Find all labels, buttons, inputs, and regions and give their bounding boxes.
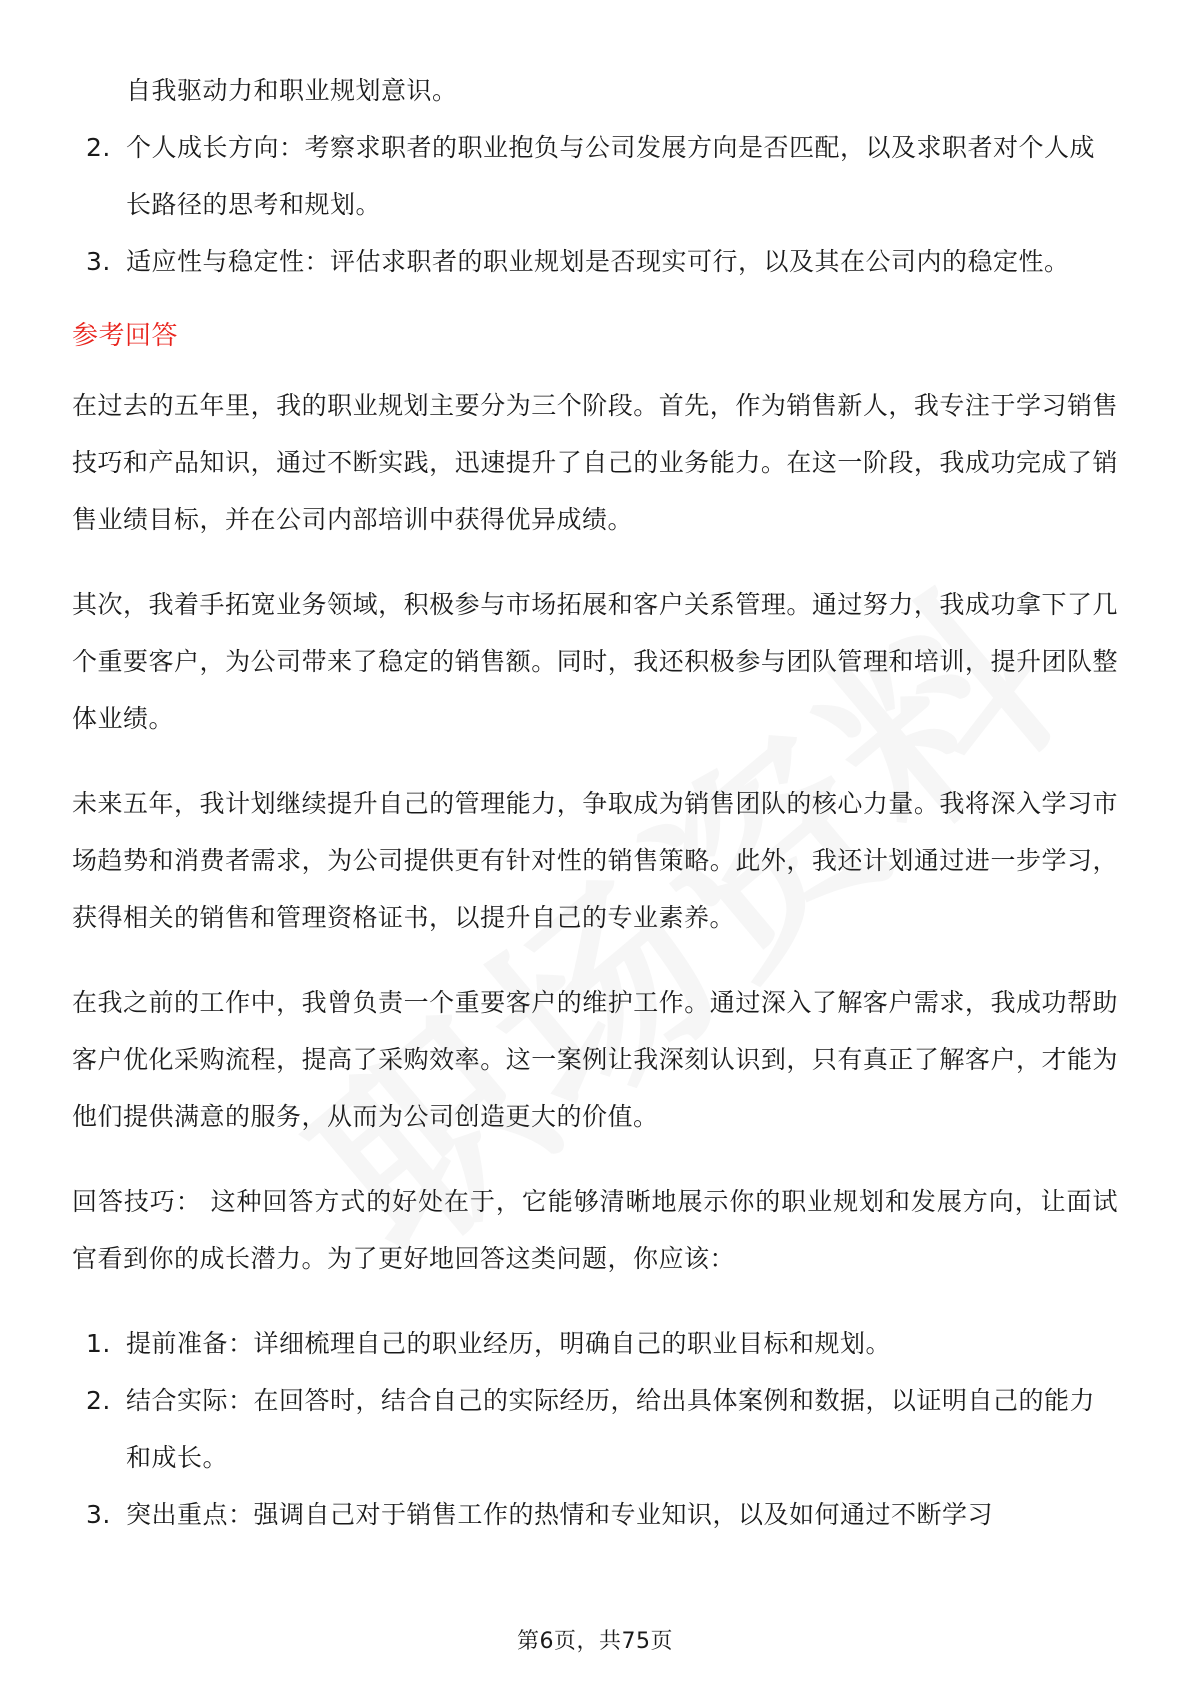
list-item-continuation: 自我驱动力和职业规划意识。 xyxy=(126,76,458,105)
list-number: 3. xyxy=(86,247,111,276)
tips-list xyxy=(72,1315,1118,1543)
list-item xyxy=(72,1315,1118,1372)
paragraph: 回答技巧： 这种回答方式的好处在于，它能够清晰地展示你的职业规划和发展方向，让面试官看到你的成长潜力。为了更好地回答这类问题，你应该： xyxy=(72,1187,1118,1273)
list-item-text: 结合实际：在回答时，结合自己的实际经历，给出具体案例和数据，以证明自己的能力和成长。 xyxy=(126,1386,1096,1472)
assessment-list xyxy=(72,119,1118,290)
list-item xyxy=(72,233,1118,290)
paragraph: 其次，我着手拓宽业务领域，积极参与市场拓展和客户关系管理。通过努力，我成功拿下了几个重要客户，为公司带来了稳定的销售额。同时，我还积极参与团队管理和培训，提升团队整体业绩。 xyxy=(72,590,1118,733)
paragraph: 在过去的五年里，我的职业规划主要分为三个阶段。首先，作为销售新人，我专注于学习销售技巧和产品知识，通过不断实践，迅速提升了自己的业务能力。在这一阶段，我成功完成了销售业绩目标，并在公司内部培训中获得优异成绩。 xyxy=(72,391,1118,534)
list-item-text: 适应性与稳定性：评估求职者的职业规划是否现实可行，以及其在公司内的稳定性。 xyxy=(126,247,1070,276)
list-number: 2. xyxy=(86,1386,111,1415)
page-content xyxy=(72,62,1118,1543)
list-item xyxy=(72,119,1118,233)
list-item-text: 突出重点：强调自己对于销售工作的热情和专业知识，以及如何通过不断学习 xyxy=(126,1500,994,1529)
paragraph: 未来五年，我计划继续提升自己的管理能力，争取成为销售团队的核心力量。我将深入学习市场趋势和消费者需求，为公司提供更有针对性的销售策略。此外，我还计划通过进一步学习，获得相关的销售和管理资格证书，以提升自己的专业素养。 xyxy=(72,789,1118,932)
paragraph: 在我之前的工作中，我曾负责一个重要客户的维护工作。通过深入了解客户需求，我成功帮助客户优化采购流程，提高了采购效率。这一案例让我深刻认识到，只有真正了解客户，才能为他们提供满意的服务，从而为公司创造更大的价值。 xyxy=(72,988,1118,1131)
list-item-text: 个人成长方向：考察求职者的职业抱负与公司发展方向是否匹配，以及求职者对个人成长路径的思考和规划。 xyxy=(126,133,1096,219)
list-item xyxy=(72,1372,1118,1486)
list-number: 1. xyxy=(86,1329,111,1358)
list-number: 3. xyxy=(86,1500,111,1529)
list-number: 2. xyxy=(86,133,111,162)
page-number: 第6页，共75页 xyxy=(517,1629,673,1654)
list-item xyxy=(72,1486,1118,1543)
section-heading: 参考回答 xyxy=(72,321,179,351)
list-item-text: 提前准备：详细梳理自己的职业经历，明确自己的职业目标和规划。 xyxy=(126,1329,892,1358)
